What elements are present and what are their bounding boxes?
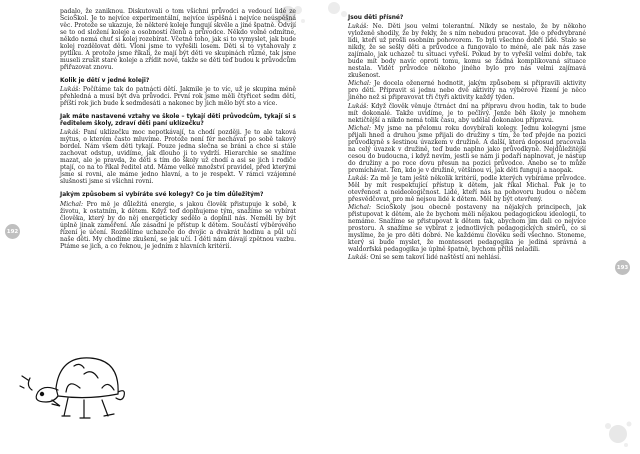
speaker-name: Lukáš: — [348, 23, 369, 31]
answer-text: Za mě je tam ještě několik kritérií, podle kterých vybíráme průvodce. Měl by mít respektující přístup k dětem, jak říkal Michal. Pak je to otevřenost a neideologičnost. Lidé, kteří nás na pohovoru budou o něčem přesvědčovat, pro mě nejsou lidé k dětem. Měl by být otevřený. — [348, 174, 586, 203]
interview-answer — [348, 175, 586, 203]
answer-text: Je docela oženerné hodnotit, jakým způsobem si připravili aktivity pro děti. Připravit si jednu nebo dvě aktivity na výběrové řízení je něco jiného než si připravovat tři čtyři aktivity každý týden. — [348, 80, 586, 102]
ink-splash-icon — [602, 418, 634, 448]
answer-text: My jsme na přelomu roku dovybírali kolegy. Jednu kolegyni jsme přijali hned a druhou jsme přijali do družiny s tím, že teď přejde na pozici průvodkyně s šestinou úvazkem v družině. A další, která doposud pracovala na celý úvazek v družině, teď bude naplno jako průvodkyně. Nejdůležitější cesou do budoucna, i když nevím, jestli se nám ji podaří naplnovat, je nástup do družiny a po roce dovu přesun na pozici průvodce. Anebo se to může promíchávat. Ten, kdo je v družině, většinou ví, jak děti fungují a naopak. — [348, 124, 586, 174]
interview-answer — [348, 125, 586, 174]
interview-answer — [60, 86, 296, 107]
speaker-name: Michal: — [348, 80, 371, 88]
interview-question: Jsou děti přísné? — [348, 15, 404, 21]
answer-text: Když člověk věnuje čtrnáct dní na přípravu dvou hodin, tak to bude mít dokonalé. Takže uvidíme, je to pečlivý. Jenže běh školy je mnohem nektičtější a nikdo nemá tolik času, aby udělal dokonalou přípravu. — [348, 102, 586, 124]
interview-question: Jak máte nastavené vztahy ve škole – tykají děti průvodcům, tykají si s ředitelem školy, zdraví děti paní uklízečku? — [60, 114, 296, 128]
speaker-name: Lukáš: — [60, 86, 81, 94]
interview-answer — [348, 23, 586, 79]
speaker-name: Lukáš: — [348, 254, 369, 262]
answer-text: Pro mě je důležitá energie, s jakou člověk přistupuje k sobě, k životu, k ostatním, k dětem. Když teď doplňujeme tým, snažíme se vybírat člověka, který by do něj energeticky sedělo a doplnil nás. Neměli by být úplně jinak zaměření. Ale zásadní je přístup k dětem. Součástí výběrového řízení je účení. Rozdělíme uchazeče do dvojic a dvakrát hodinu a půl učí naše děti. My chodíme zkušení, se jak učí. I děti nám dávají zpětnou vazbu. Ptáme se jich, a co řeknou, je jedním z hlavních kritérií. — [60, 200, 296, 250]
child-turtle-drawing-icon — [18, 348, 128, 428]
interview-answer — [60, 129, 296, 185]
speaker-name: Michal: — [60, 200, 83, 208]
page-number-right: 193 — [615, 260, 630, 275]
interview-answer — [348, 254, 586, 261]
interview-answer — [348, 204, 586, 253]
interview-answer — [60, 201, 296, 250]
body-paragraph: padalo, že zaniknou. Diskutovali o tom všichni průvodci a vedoucí lidé ze ScioŠkol. Je to nejvíce experimentální, nejvíce úspěšná i nejvíce neúspěšná věc. Protože se ukazuje, že některé koleje fungují skvěle a jiné špatně. Odvíjí se to od složení koleje a osobností členů a průvodce. Někdo volně odmítne, někdo nemá chuť si kolej rozebírat. Včetně toho, jak si to vymyslet, jak bude kolej rozdělovat děti. Vloni jsme to vyřešili losem. Děti si to vytahovaly z pytlíku. A protože jsme říkali, že mají být děti ve skupinách různé, tak jsme museli zrušit staré koleje a zřídit nové, takže se děti teď budou k průvodcům přiřazovat znovu. — [60, 8, 296, 71]
speaker-name: Michal: — [348, 124, 371, 132]
answer-text: Paní uklízečku moc nepotkávají, ta chodí později. Je to ale taková mýtus, o kterém často mluvíme. Protože není fér nechávat po sobě takový bordel. Nám všem děti tykají. Pouze jedna slečna se bráni a chce si stále zachovat odstup, uvidíme, jak dlouho ji to vydrží. Hierarchie se snažíme mazat, ale je pravda, že děti s tím do školy už chodí a asi se jich i rodiče ptají, co na to říkal ředitel atd. Máme velké množství pravidel, před kterými jsme si rovni, ale máme jedno hlavní, a to je respekt. V rámci vzájemné slušnosti jsme si všichni rovni. — [60, 129, 296, 186]
right-text-column — [348, 8, 586, 263]
speaker-name: Michal: — [348, 204, 371, 212]
interview-question: Kolik je dětí v jedné koleji? — [60, 78, 150, 84]
interview-answer — [348, 103, 586, 124]
page-number-left: 192 — [5, 224, 20, 239]
answer-text: Počítáme tak do patnácti dětí. Jakmile je to víc, už je skupina méně přehledná a musí být dva průvodci. První rok jsme měli čtyřicet sedm dětí, příští rok jich bude k sedmdesáti a nakonec by jich mělo být sto a více. — [60, 86, 296, 108]
interview-question: Jakým způsobem si vybíráte své kolegy? Co je tím důležitým? — [60, 192, 264, 199]
left-text-column — [60, 8, 296, 251]
interview-answer — [348, 80, 586, 101]
speaker-name: Lukáš: — [348, 174, 369, 182]
answer-text: Oni se sem takoví lidé naštěstí ani nehlásí. — [370, 254, 501, 262]
answer-text: ScioŠkoly jsou obecně postaveny na nějakých principech, jak přistupovat k dětem, ale že bychom měli nějakou pedagogickou ideologii, to nemáme. Snažíme se přistupovat k dětem tak, abychom jim dali co nejvíce prostoru. A snažíme se vybírat z jednotlivých pedagogických směrů, co si myslíme, že je pro děti dobré. Ne každému člověku sedí všechno. Stoneme, který si bude myslet, že montessori pedagogika je jediná správná a waldorfská pedagogika je úplně špatně, bychom příliš neladili. — [348, 204, 586, 254]
answer-text: Ne. Děti jsou velmi tolerantní. Nikdy se nestalo, že by někoho vyloženě shodily, že by řekly, že s ním nebudou pracovat. Jde o předvybrané lidi, kteří už prošli osobním pohovorem. To byli všechno dobří lidé. Stalo se nikdy, že se sešly děti a průvodce a fungovalo to méně, ale pak nás zase zajímalo, jak uchazeč tu situaci vyřeší. Pokud by to vyřešil velmi dobře, tak bude mít body navíc oproti tomu, komu se žádná komplikovaná situace nestala. Vidět průvodce někoho jiného bylo pro nás velmi zajímavá zkušenost. — [348, 23, 586, 80]
speaker-name: Lukáš: — [348, 102, 369, 110]
right-page — [320, 0, 640, 454]
speaker-name: Lukáš: — [60, 129, 81, 137]
